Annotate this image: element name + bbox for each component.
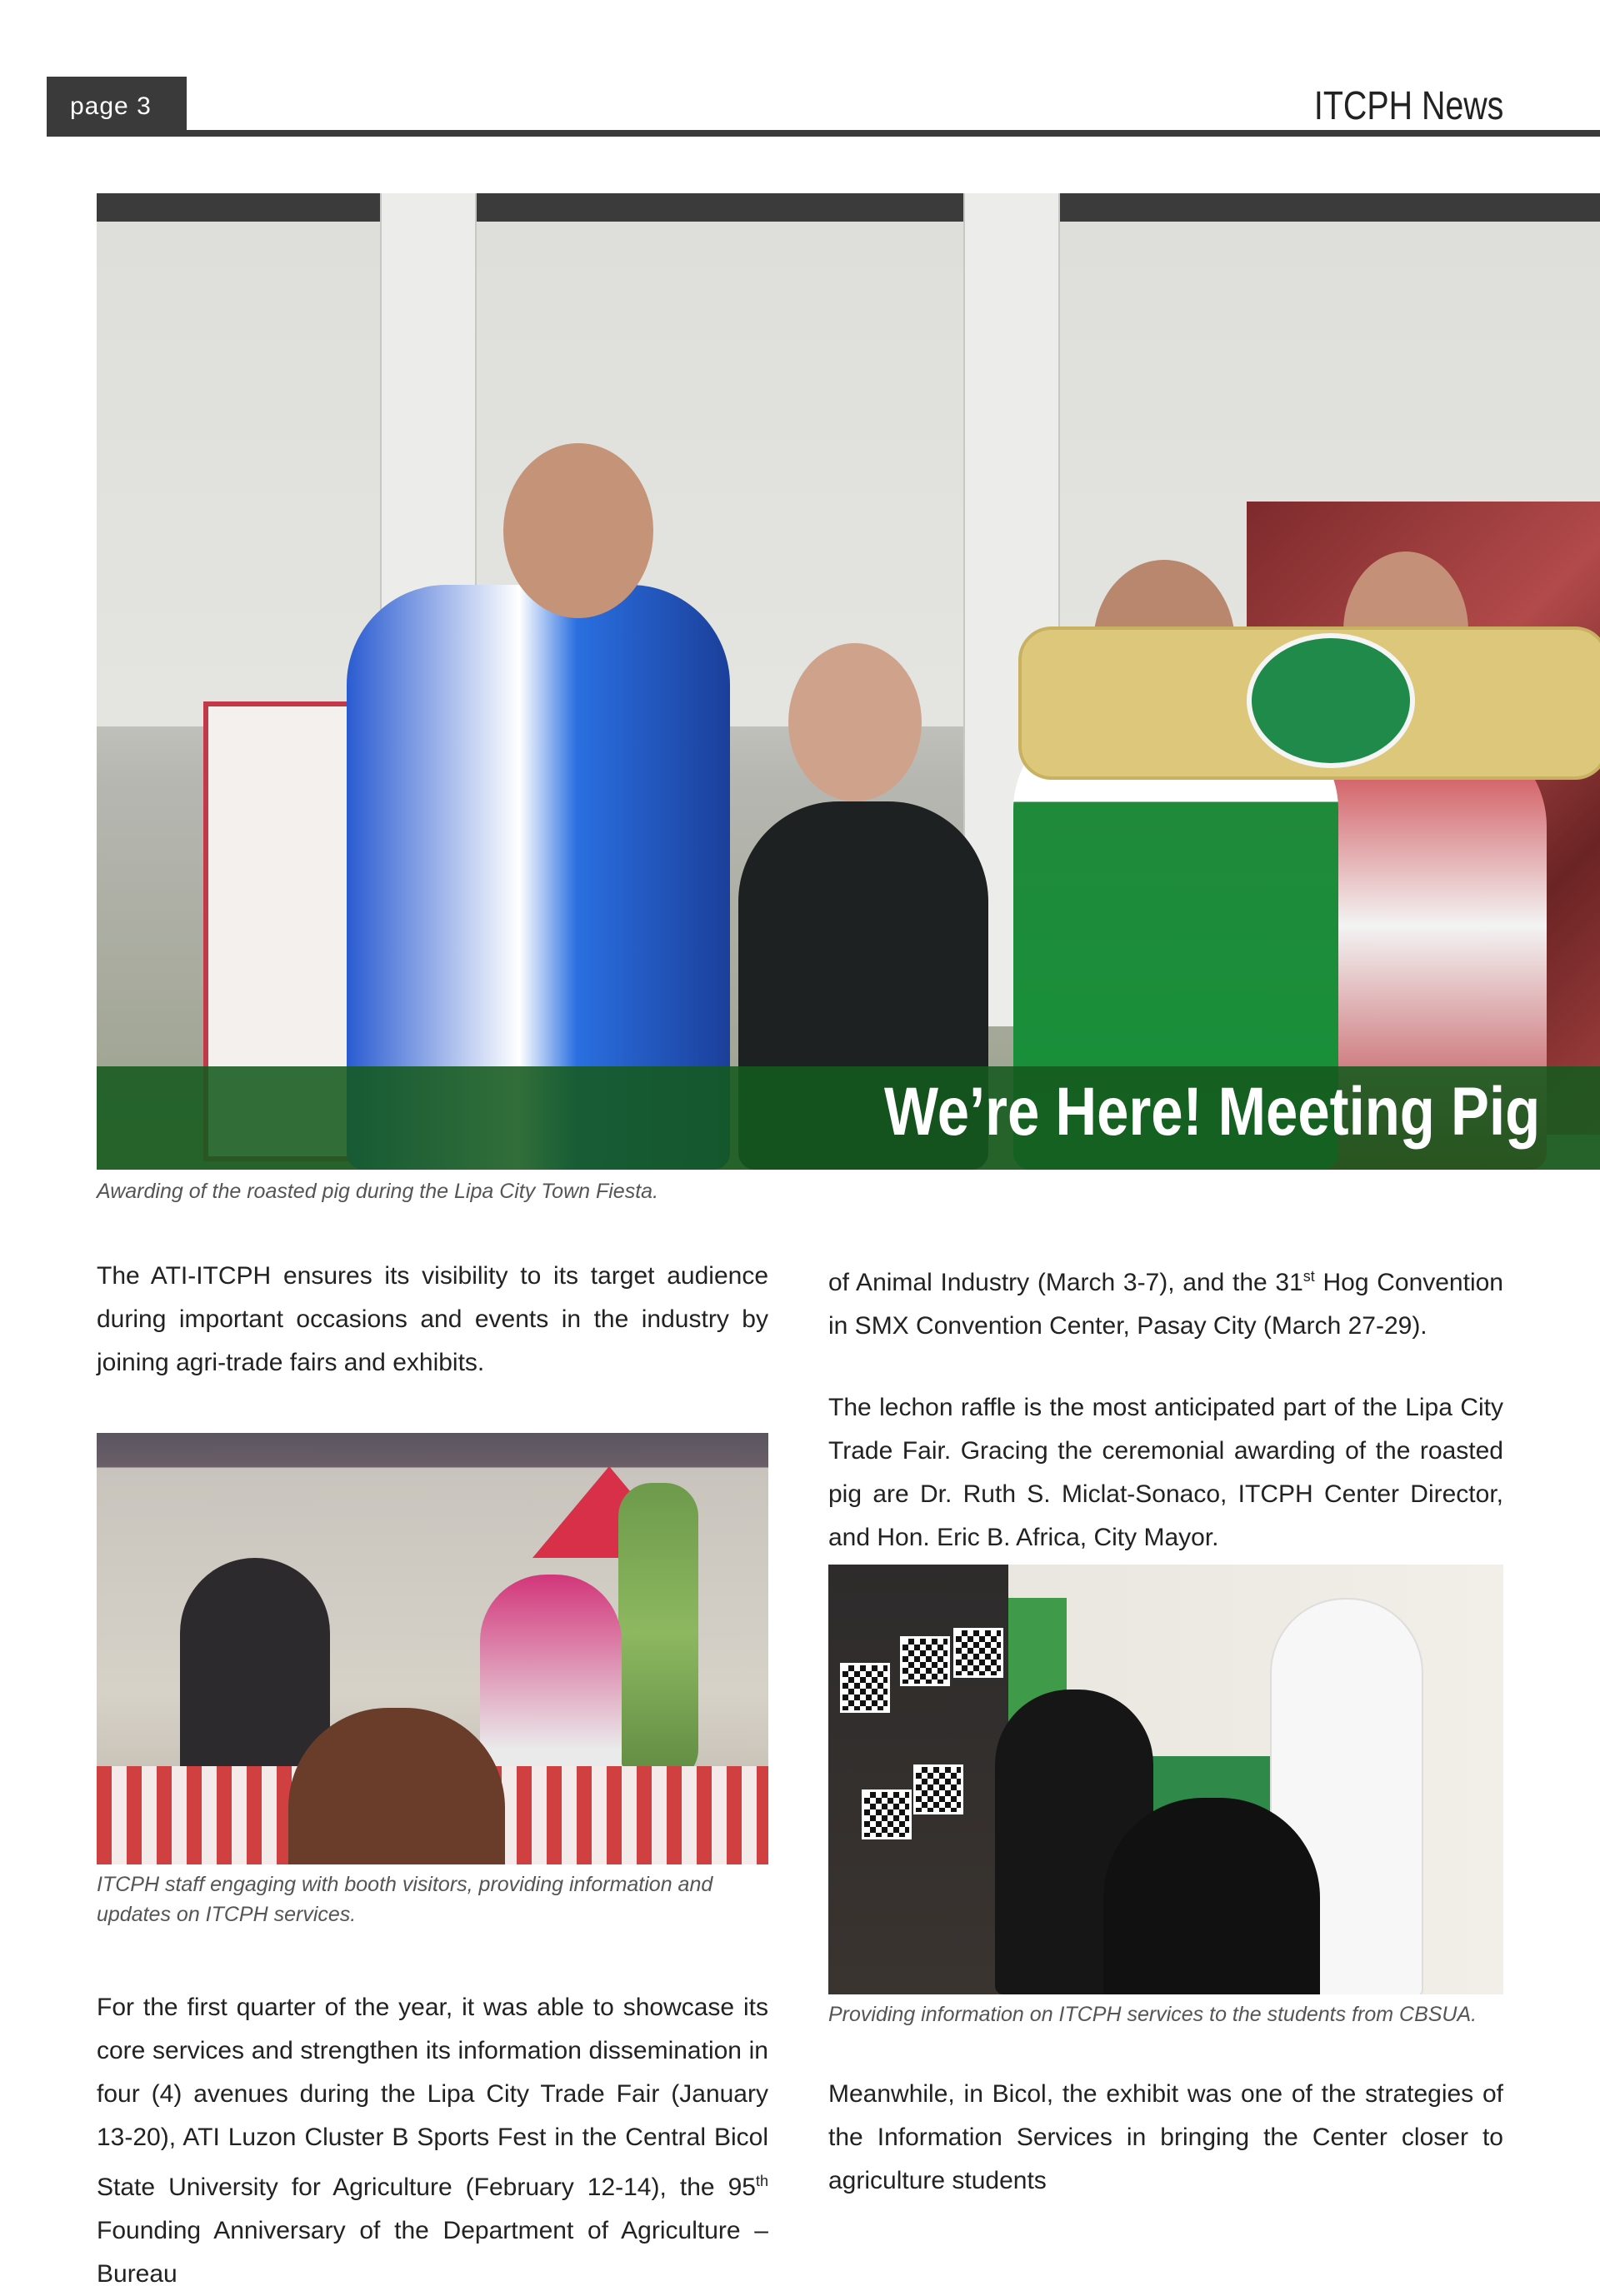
booth-photo <box>97 1433 768 1864</box>
quarter-text-a: For the first quarter of the year, it was able to showcase its core services and strengthen its information dissemination in four (4) avenues during the Lipa City Trade Fair (January 13-20), ATI Luzon Cluster B Sports Fest in the Central Bicol State University for Agriculture (February 12-14), the 95 <box>97 1994 768 2201</box>
bicol-paragraph <box>828 2073 1503 2203</box>
hero-caption: Awarding of the roasted pig during the Lipa City Town Fiesta. <box>97 1180 659 1203</box>
booth-plant-tower <box>618 1483 698 1783</box>
booth-caption: ITCPH staff engaging with booth visitors, providing information and updates on ITCPH services. <box>97 1873 713 1926</box>
page-number-tab <box>47 77 187 137</box>
students-photo <box>828 1565 1503 1994</box>
continuation-text <box>828 1255 1503 1348</box>
lechon-paragraph <box>828 1386 1503 1560</box>
students-caption: Providing information on ITCPH services to the students from CBSUA. <box>828 2003 1478 2026</box>
qr-code <box>953 1628 1003 1678</box>
pig-package-logo <box>1247 633 1415 768</box>
lechon-text: The lechon raffle is the most anticipated part of the Lipa City Trade Fair. Gracing the ceremonial awarding of the roasted pig are Dr. Ruth S. Miclat-Sonaco, ITCPH Center Director, and Hon. Eric B. Africa, City Mayor. <box>828 1394 1503 1551</box>
continuation-paragraph <box>828 1255 1503 1348</box>
continuation-text-sup: st <box>1302 1268 1315 1285</box>
quarter-text-b: Founding Anniversary of the Department of Agriculture – Bureau <box>97 2217 768 2288</box>
student <box>1103 1798 1320 1994</box>
hero-person-head <box>503 443 653 618</box>
qr-code <box>900 1636 950 1686</box>
continuation-text-a: of Animal Industry (March 3-7), and the 31 <box>828 1269 1303 1296</box>
qr-code <box>840 1663 890 1713</box>
bicol-text: Meanwhile, in Bicol, the exhibit was one of the strategies of the Information Services in bringing the Center closer to agriculture students <box>828 2080 1503 2194</box>
newsletter-title: ITCPH News <box>1313 84 1503 128</box>
continuation-text-b: Hog Convention in SMX Convention Center, Pasay City (March 27-29). <box>828 1269 1503 1340</box>
qr-code <box>913 1764 963 1814</box>
page-number: page 3 <box>70 92 152 120</box>
hero-person-head <box>788 643 922 801</box>
intro-paragraph <box>97 1255 768 1385</box>
qr-code <box>862 1789 912 1839</box>
hero-photo <box>97 193 1600 1170</box>
quarter-text <box>97 1986 768 2296</box>
hero-title: We’re Here! Meeting Pig <box>883 1074 1540 1150</box>
quarter-text-sup: th <box>755 2173 768 2189</box>
quarter-paragraph <box>97 1986 768 2296</box>
intro-text: The ATI-ITCPH ensures its visibility to its target audience during important occasions and events in the industry by joining agri-trade fairs and exhibits. <box>97 1262 768 1376</box>
header-rule <box>47 130 1600 137</box>
